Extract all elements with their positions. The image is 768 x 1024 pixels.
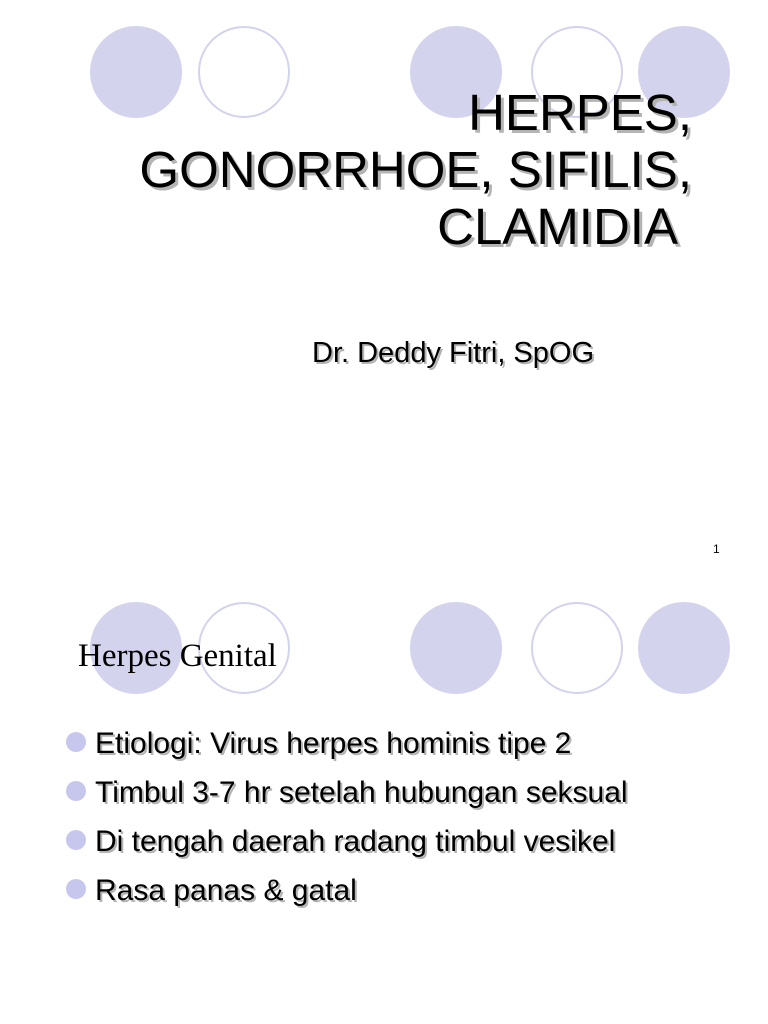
slide-2 [0,576,768,1024]
bullet-icon [66,879,86,899]
decorative-circle-filled [410,602,502,694]
bullet-icon [66,732,86,752]
section-title: Herpes Genital [78,638,277,674]
bullet-list [66,722,628,918]
title-line: HERPES, [468,84,692,141]
author-subtitle: Dr. Deddy Fitri, SpOG [312,337,595,369]
list-item [66,869,628,918]
bullet-text: Di tengah daerah radang timbul vesikel [95,825,616,858]
bullet-icon [66,830,86,850]
list-item [66,820,628,869]
bullet-text: Etiologi: Virus herpes hominis tipe 2 [95,727,572,760]
list-item [66,771,628,820]
list-item [66,722,628,771]
bullet-text: Timbul 3-7 hr setelah hubungan seksual [95,776,628,809]
decorative-circle-filled [638,602,730,694]
title-line: GONORRHOE, SIFILIS, [139,141,692,198]
page-number: 1 [713,542,720,556]
bullet-icon [66,781,86,801]
slide-title [32,84,692,255]
bullet-text: Rasa panas & gatal [95,874,357,907]
decorative-circle-ring [531,602,623,694]
title-line: CLAMIDIA [437,198,678,255]
